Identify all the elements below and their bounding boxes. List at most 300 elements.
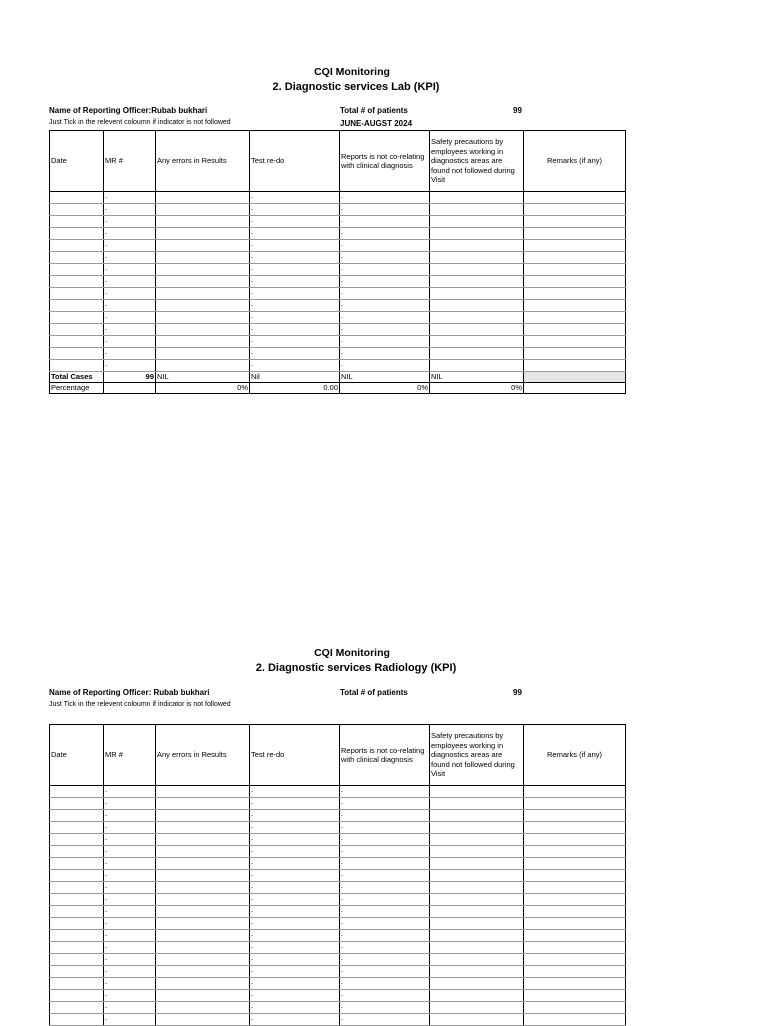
radiology-table-cell[interactable] — [340, 942, 430, 954]
radiology-table-cell[interactable] — [340, 930, 430, 942]
radiology-table-cell[interactable] — [524, 798, 626, 810]
radiology-table-cell[interactable] — [430, 978, 524, 990]
radiology-table-cell[interactable] — [104, 810, 156, 822]
lab-table-cell[interactable] — [340, 240, 430, 252]
lab-table-cell[interactable] — [430, 324, 524, 336]
lab-table-cell[interactable] — [104, 300, 156, 312]
lab-table-cell[interactable] — [430, 204, 524, 216]
lab-table-cell[interactable] — [430, 252, 524, 264]
radiology-table-cell[interactable] — [430, 906, 524, 918]
lab-table-cell[interactable] — [156, 276, 250, 288]
radiology-table-row — [50, 786, 626, 798]
radiology-table-cell[interactable] — [340, 822, 430, 834]
radiology-table-cell[interactable] — [156, 990, 250, 1002]
lab-cell-mark: - — [105, 243, 107, 249]
lab-cell-mark: - — [251, 219, 253, 225]
lab-table-cell[interactable] — [104, 288, 156, 300]
radiology-table-cell[interactable] — [430, 810, 524, 822]
radiology-table-row — [50, 882, 626, 894]
lab-table-cell[interactable] — [524, 300, 626, 312]
radiology-cell-mark: - — [341, 885, 343, 891]
lab-percentage-remarks-cell — [524, 383, 626, 394]
radiology-table-cell[interactable] — [340, 882, 430, 894]
radiology-table-cell[interactable] — [104, 1002, 156, 1014]
lab-table-cell[interactable] — [250, 204, 340, 216]
radiology-table-cell[interactable] — [50, 906, 104, 918]
radiology-table-cell[interactable] — [104, 978, 156, 990]
radiology-table-row — [50, 894, 626, 906]
lab-table-cell[interactable] — [430, 360, 524, 372]
lab-table-cell[interactable] — [524, 264, 626, 276]
radiology-table-cell[interactable] — [250, 966, 340, 978]
lab-cell-mark: - — [251, 195, 253, 201]
lab-table-cell[interactable] — [50, 264, 104, 276]
radiology-table-cell[interactable] — [50, 918, 104, 930]
radiology-table-cell[interactable] — [50, 858, 104, 870]
radiology-cell-mark: - — [105, 837, 107, 843]
lab-table-cell[interactable] — [430, 228, 524, 240]
lab-table-cell[interactable] — [430, 276, 524, 288]
radiology-table-cell[interactable] — [156, 870, 250, 882]
lab-table-cell[interactable] — [50, 276, 104, 288]
lab-table-cell[interactable] — [156, 300, 250, 312]
lab-total-safety-value: NIL — [430, 372, 524, 383]
lab-table-cell[interactable] — [340, 348, 430, 360]
lab-table-cell[interactable] — [340, 300, 430, 312]
radiology-table-cell[interactable] — [250, 786, 340, 798]
radiology-table-cell[interactable] — [50, 954, 104, 966]
lab-table-cell[interactable] — [340, 336, 430, 348]
radiology-table-cell[interactable] — [156, 942, 250, 954]
lab-table-cell[interactable] — [340, 276, 430, 288]
lab-table-cell[interactable] — [104, 216, 156, 228]
radiology-table-cell[interactable] — [156, 954, 250, 966]
lab-cell-mark: - — [251, 207, 253, 213]
radiology-header-test-redo: Test re-do — [250, 725, 340, 786]
radiology-table-cell[interactable] — [156, 978, 250, 990]
radiology-table-cell[interactable] — [156, 1002, 250, 1014]
lab-cell-mark: - — [105, 339, 107, 345]
lab-table-cell[interactable] — [104, 360, 156, 372]
lab-table-cell[interactable] — [430, 264, 524, 276]
radiology-table-cell[interactable] — [524, 942, 626, 954]
lab-table-cell[interactable] — [340, 192, 430, 204]
lab-table-cell[interactable] — [104, 336, 156, 348]
lab-table-cell[interactable] — [50, 204, 104, 216]
lab-table-cell[interactable] — [156, 348, 250, 360]
radiology-cell-mark: - — [341, 873, 343, 879]
radiology-table-cell[interactable] — [524, 834, 626, 846]
radiology-table-cell[interactable] — [250, 870, 340, 882]
radiology-table-cell[interactable] — [340, 906, 430, 918]
lab-table-cell[interactable] — [430, 240, 524, 252]
radiology-table-cell[interactable] — [430, 930, 524, 942]
radiology-table-cell[interactable] — [50, 990, 104, 1002]
radiology-table-cell[interactable] — [104, 930, 156, 942]
radiology-table-cell[interactable] — [524, 1002, 626, 1014]
lab-table-cell[interactable] — [524, 324, 626, 336]
lab-table-cell[interactable] — [250, 288, 340, 300]
lab-table-cell[interactable] — [524, 276, 626, 288]
radiology-table-cell[interactable] — [340, 918, 430, 930]
radiology-table-cell[interactable] — [524, 882, 626, 894]
radiology-table-cell[interactable] — [250, 930, 340, 942]
radiology-table-cell[interactable] — [524, 870, 626, 882]
lab-table-cell[interactable] — [340, 288, 430, 300]
lab-cell-mark: - — [341, 279, 343, 285]
radiology-table-cell[interactable] — [340, 966, 430, 978]
radiology-table-cell[interactable] — [50, 786, 104, 798]
radiology-table-cell[interactable] — [430, 990, 524, 1002]
radiology-table-cell[interactable] — [156, 810, 250, 822]
radiology-table-cell[interactable] — [104, 942, 156, 954]
lab-cell-mark: - — [341, 327, 343, 333]
lab-table-cell[interactable] — [250, 252, 340, 264]
radiology-table-cell[interactable] — [250, 990, 340, 1002]
lab-table-cell[interactable] — [50, 336, 104, 348]
radiology-cell-mark: - — [105, 825, 107, 831]
radiology-table-cell[interactable] — [50, 1002, 104, 1014]
lab-table-cell[interactable] — [430, 288, 524, 300]
radiology-table-cell[interactable] — [250, 846, 340, 858]
radiology-table-cell[interactable] — [50, 882, 104, 894]
lab-table-cell[interactable] — [104, 312, 156, 324]
radiology-cell-mark: - — [105, 981, 107, 987]
radiology-table-cell[interactable] — [250, 798, 340, 810]
lab-table-cell[interactable] — [156, 204, 250, 216]
radiology-table-cell[interactable] — [250, 1002, 340, 1014]
radiology-table-cell[interactable] — [524, 846, 626, 858]
radiology-table-cell[interactable] — [50, 942, 104, 954]
radiology-table-cell[interactable] — [50, 930, 104, 942]
radiology-table-cell[interactable] — [430, 834, 524, 846]
radiology-table-cell[interactable] — [340, 810, 430, 822]
radiology-table-cell[interactable] — [104, 870, 156, 882]
radiology-table-cell[interactable] — [250, 810, 340, 822]
lab-table-cell[interactable] — [156, 192, 250, 204]
lab-table-cell[interactable] — [524, 336, 626, 348]
lab-table-cell[interactable] — [524, 288, 626, 300]
lab-cell-mark: - — [105, 315, 107, 321]
lab-cell-mark: - — [105, 303, 107, 309]
radiology-table-row — [50, 1002, 626, 1014]
lab-table-cell[interactable] — [104, 348, 156, 360]
radiology-table-cell[interactable] — [104, 858, 156, 870]
radiology-table-cell[interactable] — [340, 858, 430, 870]
radiology-table-cell[interactable] — [156, 906, 250, 918]
radiology-table-cell[interactable] — [430, 942, 524, 954]
lab-table-cell[interactable] — [430, 312, 524, 324]
lab-table-cell[interactable] — [156, 360, 250, 372]
radiology-table-cell[interactable] — [340, 954, 430, 966]
radiology-table-cell[interactable] — [340, 978, 430, 990]
radiology-table-cell[interactable] — [430, 918, 524, 930]
radiology-table-cell[interactable] — [340, 894, 430, 906]
radiology-table-cell[interactable] — [156, 846, 250, 858]
lab-table-cell[interactable] — [250, 336, 340, 348]
radiology-table-cell[interactable] — [430, 858, 524, 870]
radiology-table-cell[interactable] — [50, 846, 104, 858]
lab-cell-mark: - — [251, 363, 253, 369]
radiology-table-cell[interactable] — [104, 918, 156, 930]
lab-table-cell[interactable] — [250, 192, 340, 204]
radiology-table-cell[interactable] — [250, 918, 340, 930]
radiology-table-cell[interactable] — [104, 798, 156, 810]
lab-table-cell[interactable] — [250, 264, 340, 276]
lab-cell-mark: - — [251, 279, 253, 285]
radiology-table-cell[interactable] — [524, 858, 626, 870]
radiology-table-cell[interactable] — [524, 990, 626, 1002]
radiology-table-cell[interactable] — [250, 822, 340, 834]
radiology-cell-mark: - — [341, 981, 343, 987]
lab-table-cell[interactable] — [340, 360, 430, 372]
lab-cell-mark: - — [105, 351, 107, 357]
radiology-table-cell[interactable] — [104, 786, 156, 798]
lab-table-cell[interactable] — [250, 276, 340, 288]
radiology-table-cell[interactable] — [430, 786, 524, 798]
lab-table-cell[interactable] — [250, 240, 340, 252]
radiology-cell-mark: - — [251, 981, 253, 987]
lab-table — [49, 130, 626, 394]
lab-cell-mark: - — [341, 207, 343, 213]
radiology-cell-mark: - — [251, 885, 253, 891]
lab-header-safety-precautions: Safety precautions by employees working in diagnostics areas are found not followed during Visit — [430, 131, 524, 192]
radiology-cell-mark: - — [251, 825, 253, 831]
lab-header-mr: MR # — [104, 131, 156, 192]
lab-header-date: Date — [50, 131, 104, 192]
lab-table-cell[interactable] — [50, 240, 104, 252]
radiology-cell-mark: - — [105, 861, 107, 867]
lab-table-cell[interactable] — [524, 204, 626, 216]
radiology-table-cell[interactable] — [524, 966, 626, 978]
radiology-table-cell[interactable] — [340, 798, 430, 810]
radiology-table-cell[interactable] — [524, 978, 626, 990]
radiology-cell-mark: - — [105, 1005, 107, 1011]
lab-table-cell[interactable] — [250, 216, 340, 228]
lab-table-cell[interactable] — [156, 216, 250, 228]
lab-table-cell[interactable] — [250, 228, 340, 240]
lab-table-cell[interactable] — [340, 312, 430, 324]
lab-table-cell[interactable] — [250, 312, 340, 324]
radiology-table-cell[interactable] — [156, 966, 250, 978]
radiology-table-cell[interactable] — [430, 966, 524, 978]
radiology-table-cell[interactable] — [430, 954, 524, 966]
lab-table-cell[interactable] — [50, 228, 104, 240]
lab-table-cell[interactable] — [104, 228, 156, 240]
lab-table-cell[interactable] — [524, 360, 626, 372]
radiology-table-cell[interactable] — [104, 966, 156, 978]
lab-table-cell[interactable] — [524, 228, 626, 240]
radiology-table-cell[interactable] — [524, 810, 626, 822]
lab-table-cell[interactable] — [340, 252, 430, 264]
radiology-table-cell[interactable] — [340, 990, 430, 1002]
radiology-table-cell[interactable] — [430, 870, 524, 882]
radiology-table-cell[interactable] — [430, 798, 524, 810]
lab-table-cell[interactable] — [524, 216, 626, 228]
lab-table-cell[interactable] — [430, 216, 524, 228]
lab-table-cell[interactable] — [340, 228, 430, 240]
radiology-table-cell[interactable] — [50, 894, 104, 906]
lab-cell-mark: - — [251, 243, 253, 249]
radiology-table-cell[interactable] — [430, 1002, 524, 1014]
radiology-cell-mark: - — [251, 873, 253, 879]
lab-table-cell[interactable] — [340, 204, 430, 216]
radiology-table-cell[interactable] — [104, 906, 156, 918]
radiology-table-cell[interactable] — [104, 954, 156, 966]
lab-table-row — [50, 264, 626, 276]
radiology-table-cell[interactable] — [104, 822, 156, 834]
lab-table-cell[interactable] — [50, 324, 104, 336]
radiology-table-cell[interactable] — [50, 870, 104, 882]
radiology-cell-mark: - — [341, 849, 343, 855]
radiology-table-cell[interactable] — [156, 834, 250, 846]
radiology-table-cell[interactable] — [524, 906, 626, 918]
radiology-table-cell[interactable] — [430, 822, 524, 834]
radiology-table-cell[interactable] — [156, 822, 250, 834]
radiology-table-cell[interactable] — [524, 822, 626, 834]
radiology-table-cell[interactable] — [50, 798, 104, 810]
radiology-header-remarks: Remarks (if any) — [524, 725, 626, 786]
lab-cell-mark: - — [341, 267, 343, 273]
radiology-cell-mark: - — [105, 1017, 107, 1023]
lab-cell-mark: - — [105, 363, 107, 369]
radiology-cell-mark: - — [251, 813, 253, 819]
lab-table-cell[interactable] — [524, 240, 626, 252]
radiology-cell-mark: - — [105, 897, 107, 903]
radiology-table-cell[interactable] — [50, 834, 104, 846]
lab-table-cell[interactable] — [104, 252, 156, 264]
lab-table-cell[interactable] — [104, 192, 156, 204]
lab-table-cell[interactable] — [50, 348, 104, 360]
lab-table-cell[interactable] — [156, 228, 250, 240]
lab-table-cell[interactable] — [524, 348, 626, 360]
radiology-table-cell[interactable] — [156, 930, 250, 942]
radiology-table-cell[interactable] — [524, 894, 626, 906]
radiology-table-cell[interactable] — [340, 834, 430, 846]
lab-header-remarks: Remarks (if any) — [524, 131, 626, 192]
lab-table-cell[interactable] — [104, 324, 156, 336]
lab-table-cell[interactable] — [340, 264, 430, 276]
lab-table-cell[interactable] — [104, 204, 156, 216]
lab-cell-mark: - — [341, 255, 343, 261]
radiology-officer-label: Name of Reporting Officer: Rubab bukhari — [49, 688, 210, 697]
radiology-table-cell[interactable] — [250, 858, 340, 870]
radiology-table-cell[interactable] — [250, 954, 340, 966]
radiology-table-cell[interactable] — [250, 906, 340, 918]
radiology-table-cell[interactable] — [104, 882, 156, 894]
radiology-table-cell[interactable] — [524, 918, 626, 930]
lab-table-cell[interactable] — [524, 312, 626, 324]
lab-table-cell[interactable] — [250, 360, 340, 372]
lab-cell-mark: - — [341, 351, 343, 357]
lab-table-cell[interactable] — [340, 324, 430, 336]
lab-table-cell[interactable] — [50, 360, 104, 372]
lab-table-cell[interactable] — [430, 300, 524, 312]
lab-table-cell[interactable] — [50, 300, 104, 312]
radiology-table-cell[interactable] — [250, 978, 340, 990]
lab-table-cell[interactable] — [430, 336, 524, 348]
lab-table-cell[interactable] — [156, 336, 250, 348]
lab-table-cell[interactable] — [250, 348, 340, 360]
lab-table-cell[interactable] — [156, 264, 250, 276]
lab-table-cell[interactable] — [340, 216, 430, 228]
lab-table-cell[interactable] — [104, 240, 156, 252]
radiology-table-cell[interactable] — [340, 846, 430, 858]
radiology-table-row — [50, 990, 626, 1002]
lab-cell-mark: - — [341, 339, 343, 345]
lab-table-cell[interactable] — [156, 324, 250, 336]
radiology-cell-mark: - — [341, 1005, 343, 1011]
radiology-table-cell[interactable] — [104, 894, 156, 906]
radiology-table-cell[interactable] — [340, 870, 430, 882]
lab-table-cell[interactable] — [50, 192, 104, 204]
radiology-table-cell[interactable] — [430, 882, 524, 894]
lab-table-cell[interactable] — [104, 276, 156, 288]
radiology-table-cell[interactable] — [340, 1002, 430, 1014]
radiology-cell-mark: - — [341, 993, 343, 999]
radiology-table-cell[interactable] — [156, 894, 250, 906]
lab-table-cell[interactable] — [524, 252, 626, 264]
lab-table-cell[interactable] — [156, 240, 250, 252]
radiology-cell-mark: - — [251, 909, 253, 915]
radiology-table-cell[interactable] — [104, 990, 156, 1002]
lab-table-cell[interactable] — [524, 192, 626, 204]
radiology-table-cell[interactable] — [50, 966, 104, 978]
lab-table-cell[interactable] — [156, 252, 250, 264]
lab-table-cell[interactable] — [430, 348, 524, 360]
radiology-table-cell[interactable] — [50, 978, 104, 990]
radiology-table-cell[interactable] — [156, 882, 250, 894]
lab-table-cell[interactable] — [104, 264, 156, 276]
lab-total-label: Total Cases — [50, 372, 104, 383]
radiology-patients-label: Total # of patients — [340, 688, 408, 697]
lab-table-cell[interactable] — [156, 288, 250, 300]
radiology-table-cell[interactable] — [250, 834, 340, 846]
radiology-table-cell[interactable] — [156, 918, 250, 930]
radiology-table-cell[interactable] — [156, 798, 250, 810]
lab-table-cell[interactable] — [50, 252, 104, 264]
radiology-table — [49, 724, 626, 1026]
lab-table-cell[interactable] — [250, 300, 340, 312]
radiology-table-cell[interactable] — [430, 846, 524, 858]
lab-table-cell[interactable] — [50, 216, 104, 228]
lab-table-cell[interactable] — [430, 192, 524, 204]
radiology-table-cell[interactable] — [250, 882, 340, 894]
radiology-table-cell[interactable] — [524, 954, 626, 966]
radiology-table-cell[interactable] — [250, 894, 340, 906]
radiology-table-cell[interactable] — [156, 786, 250, 798]
lab-table-cell[interactable] — [156, 312, 250, 324]
lab-table-cell[interactable] — [50, 312, 104, 324]
radiology-table-cell[interactable] — [524, 786, 626, 798]
radiology-table-cell[interactable] — [524, 930, 626, 942]
radiology-table-cell[interactable] — [430, 894, 524, 906]
lab-table-row — [50, 252, 626, 264]
radiology-table-cell[interactable] — [104, 846, 156, 858]
radiology-table-cell[interactable] — [50, 810, 104, 822]
radiology-table-cell[interactable] — [156, 858, 250, 870]
radiology-cell-mark: - — [341, 837, 343, 843]
radiology-table-cell[interactable] — [250, 942, 340, 954]
radiology-table-cell[interactable] — [50, 822, 104, 834]
lab-table-cell[interactable] — [50, 288, 104, 300]
lab-table-cell[interactable] — [250, 324, 340, 336]
radiology-cell-mark: - — [341, 1017, 343, 1023]
radiology-table-cell[interactable] — [104, 834, 156, 846]
radiology-cell-mark: - — [251, 849, 253, 855]
lab-table-row — [50, 204, 626, 216]
radiology-table-cell[interactable] — [340, 786, 430, 798]
